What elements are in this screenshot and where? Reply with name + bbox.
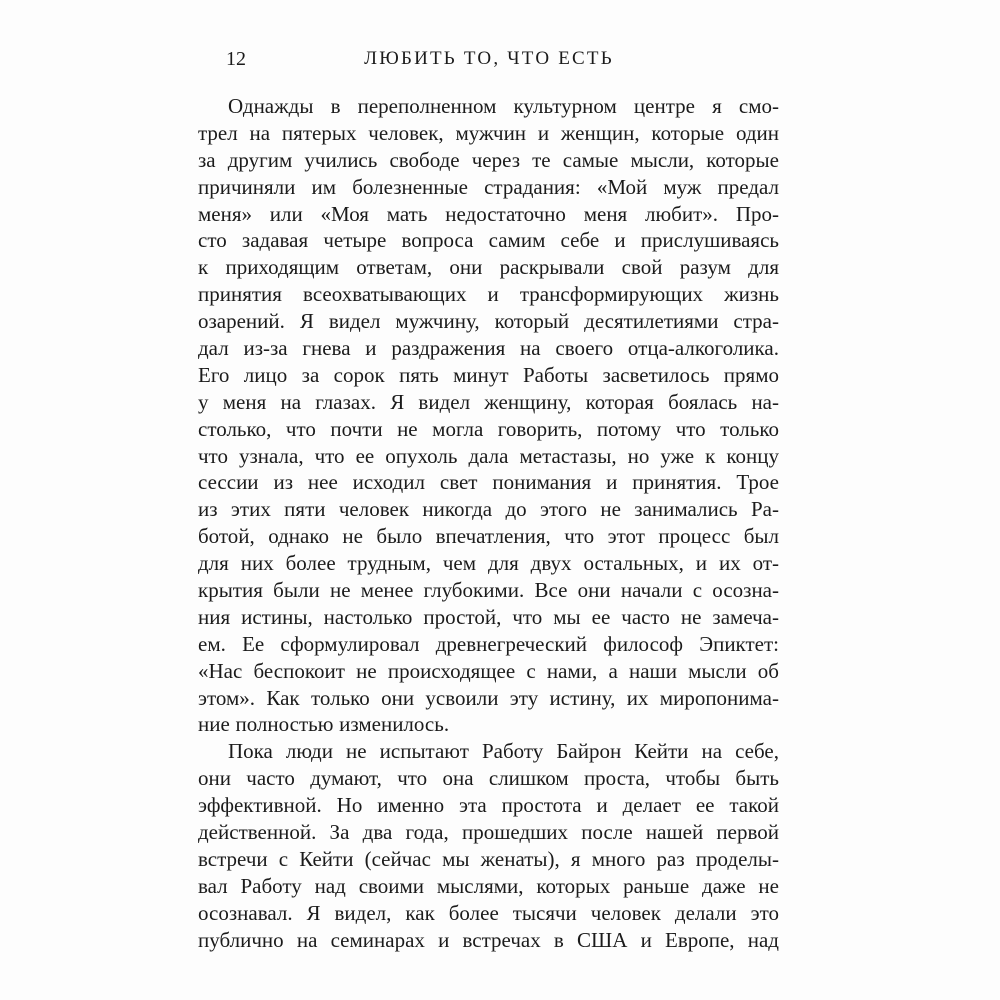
text-line: сто задавая четыре вопроса самим себе и прислушиваясь — [198, 228, 779, 253]
text-line: меня» или «Моя мать недостаточно меня любит». Про- — [198, 201, 779, 226]
text-line: озарений. Я видел мужчину, который десятилетиями стра- — [198, 309, 779, 334]
paragraph — [198, 93, 779, 738]
body-text — [198, 93, 779, 954]
text-line: крытия были не менее глубокими. Все они начали с осозна- — [198, 578, 779, 603]
running-head — [199, 48, 779, 72]
paragraph — [198, 738, 779, 953]
text-line: публично на семинарах и встречах в США и Европе, над — [198, 927, 779, 952]
text-line: у меня на глазах. Я видел женщину, которая боялась на- — [198, 389, 779, 414]
text-line: столько, что почти не могла говорить, потому что только — [198, 416, 779, 441]
text-line: к приходящим ответам, они раскрывали свой разум для — [198, 255, 779, 280]
text-line: что узнала, что ее опухоль дала метастазы, но уже к концу — [198, 443, 779, 468]
text-line: действенной. За два года, прошедших после нашей первой — [198, 820, 779, 845]
text-line: осознавал. Я видел, как более тысячи человек делали это — [198, 900, 779, 925]
text-line: ния истины, настолько простой, что мы ее часто не замеча- — [198, 604, 779, 629]
text-line: из этих пяти человек никогда до этого не занимались Ра- — [198, 497, 779, 522]
text-line: сессии из нее исходил свет понимания и принятия. Трое — [198, 470, 779, 495]
text-line: эффективной. Но именно эта простота и делает ее такой — [198, 793, 779, 818]
text-line: причиняли им болезненные страдания: «Мой муж предал — [198, 174, 779, 199]
page-number: 12 — [226, 48, 246, 70]
text-line: ние полностью изменилось. — [198, 712, 450, 737]
text-line: трел на пятерых человек, мужчин и женщин, которые один — [198, 120, 779, 145]
text-line: ботой, однако не было впечатления, что этот процесс был — [198, 524, 779, 549]
text-line: этом». Как только они усвоили эту истину, их миропонима- — [198, 685, 779, 710]
text-line: Пока люди не испытают Работу Байрон Кейти на себе, — [228, 739, 779, 764]
text-line: Его лицо за сорок пять минут Работы засветилось прямо — [198, 362, 779, 387]
text-line: ем. Ее сформулировал древнегреческий философ Эпиктет: — [198, 631, 779, 656]
text-line: Однажды в переполненном культурном центре я смо- — [228, 94, 779, 118]
text-line: они часто думают, что она слишком проста, чтобы быть — [198, 766, 779, 791]
text-line: за другим учились свободе через те самые мысли, которые — [198, 147, 779, 172]
text-line: вал Работу над своими мыслями, которых раньше даже не — [198, 873, 779, 898]
text-line: встречи с Кейти (сейчас мы женаты), я много раз проделы- — [198, 846, 779, 871]
text-line: для них более трудным, чем для двух остальных, и их от- — [198, 551, 779, 576]
running-title: ЛЮБИТЬ ТО, ЧТО ЕСТЬ — [364, 48, 614, 69]
text-line: принятия всеохватывающих и трансформирующих жизнь — [198, 282, 779, 307]
text-line: дал из-за гнева и раздражения на своего отца-алкоголика. — [198, 336, 779, 361]
text-line: «Нас беспокоит не происходящее с нами, а наши мысли об — [198, 658, 779, 683]
